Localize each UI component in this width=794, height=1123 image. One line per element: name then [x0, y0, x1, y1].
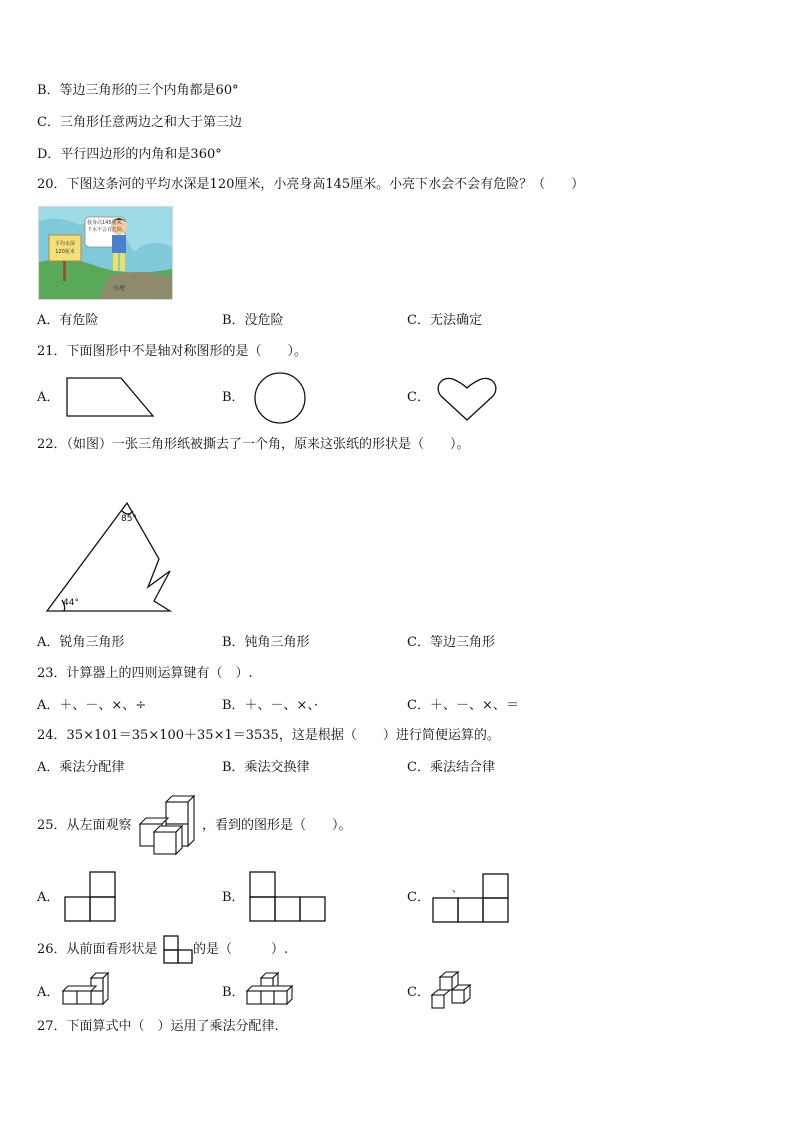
circle-shape: [253, 373, 309, 425]
q26-option-b-figure: [245, 972, 295, 1008]
q24-option-b[interactable]: B．乘法交换律: [222, 760, 310, 775]
q23-option-a[interactable]: A．＋、－、×、÷: [37, 698, 147, 713]
speech-line-1: 我身高145厘米，: [87, 220, 127, 226]
q26-label-b[interactable]: B．: [222, 985, 245, 1000]
question-26-prefix: 26．从前面看形状是: [37, 942, 158, 957]
question-26-suffix: 的是（ ）.: [193, 942, 289, 957]
question-25-prefix: 25．从左面观察: [37, 818, 132, 833]
q25-option-b-figure: [249, 870, 327, 922]
option-b-prev: B．等边三角形的三个内角都是60°: [37, 83, 239, 98]
angle-top-label: 85°: [121, 514, 137, 524]
trapezoid-shape: [65, 376, 155, 420]
q25-option-c-figure: [432, 872, 512, 924]
question-22: 22．（如图）一张三角形纸被撕去了一个角，原来这张纸的形状是（ ）。: [37, 437, 470, 452]
river-illustration: [38, 206, 173, 300]
q21-label-a[interactable]: A．: [37, 390, 60, 405]
q25-label-a[interactable]: A．: [37, 890, 60, 905]
q22-option-a[interactable]: A．锐角三角形: [37, 635, 125, 650]
q24-option-a[interactable]: A．乘法分配律: [37, 760, 125, 775]
heart-shape: [437, 376, 499, 422]
q20-option-c[interactable]: C．无法确定: [407, 313, 482, 328]
question-21: 21．下面图形中不是轴对称图形的是（ ）。: [37, 344, 308, 359]
option-c-prev: C．三角形任意两边之和大于第三边: [37, 115, 242, 130]
cube-stack-figure: [138, 794, 200, 856]
q26-label-c[interactable]: C．: [407, 985, 430, 1000]
angle-left-label: 44°: [63, 598, 79, 608]
q23-option-c[interactable]: C．＋、－、×、＝: [407, 698, 519, 713]
option-d-prev: D．平行四边形的内角和是360°: [37, 147, 222, 162]
sign-line-2: 120厘米: [55, 249, 75, 255]
q20-option-a[interactable]: A．有危险: [37, 313, 99, 328]
q21-label-c[interactable]: C．: [407, 390, 430, 405]
sign-line-1: 平均水深: [54, 241, 75, 247]
q20-option-b[interactable]: B．没危险: [222, 313, 284, 328]
question-24: 24．35×101＝35×100＋35×1＝3535，这是根据（ ）进行简便运算的。: [37, 728, 500, 743]
front-view-figure: [163, 935, 195, 965]
q26-label-a[interactable]: A．: [37, 985, 60, 1000]
question-27: 27．下面算式中（ ）运用了乘法分配律.: [37, 1019, 279, 1034]
question-20: 20．下图这条河的平均水深是120厘米，小亮身高145厘米。小亮下水会不会有危险？（ ）: [37, 177, 585, 192]
question-25-suffix: ，看到的图形是（ ）。: [202, 818, 352, 833]
speech-line-2: 下水不会有危险。: [87, 227, 128, 233]
name-label: 小亮: [113, 285, 126, 292]
question-23: 23．计算器上的四则运算键有（ ）.: [37, 666, 253, 681]
q23-option-b[interactable]: B．＋、－、×、·: [222, 698, 319, 713]
q25-mark: 、: [452, 884, 462, 895]
q22-option-b[interactable]: B．钝角三角形: [222, 635, 310, 650]
q25-label-c[interactable]: C．: [407, 890, 430, 905]
q21-label-b[interactable]: B．: [222, 390, 245, 405]
q26-option-c-figure: [430, 970, 472, 1010]
q26-option-a-figure: [61, 972, 111, 1008]
q25-label-b[interactable]: B．: [222, 890, 245, 905]
q25-option-a-figure: [64, 870, 118, 922]
q24-option-c[interactable]: C．乘法结合律: [407, 760, 495, 775]
q22-option-c[interactable]: C．等边三角形: [407, 635, 495, 650]
